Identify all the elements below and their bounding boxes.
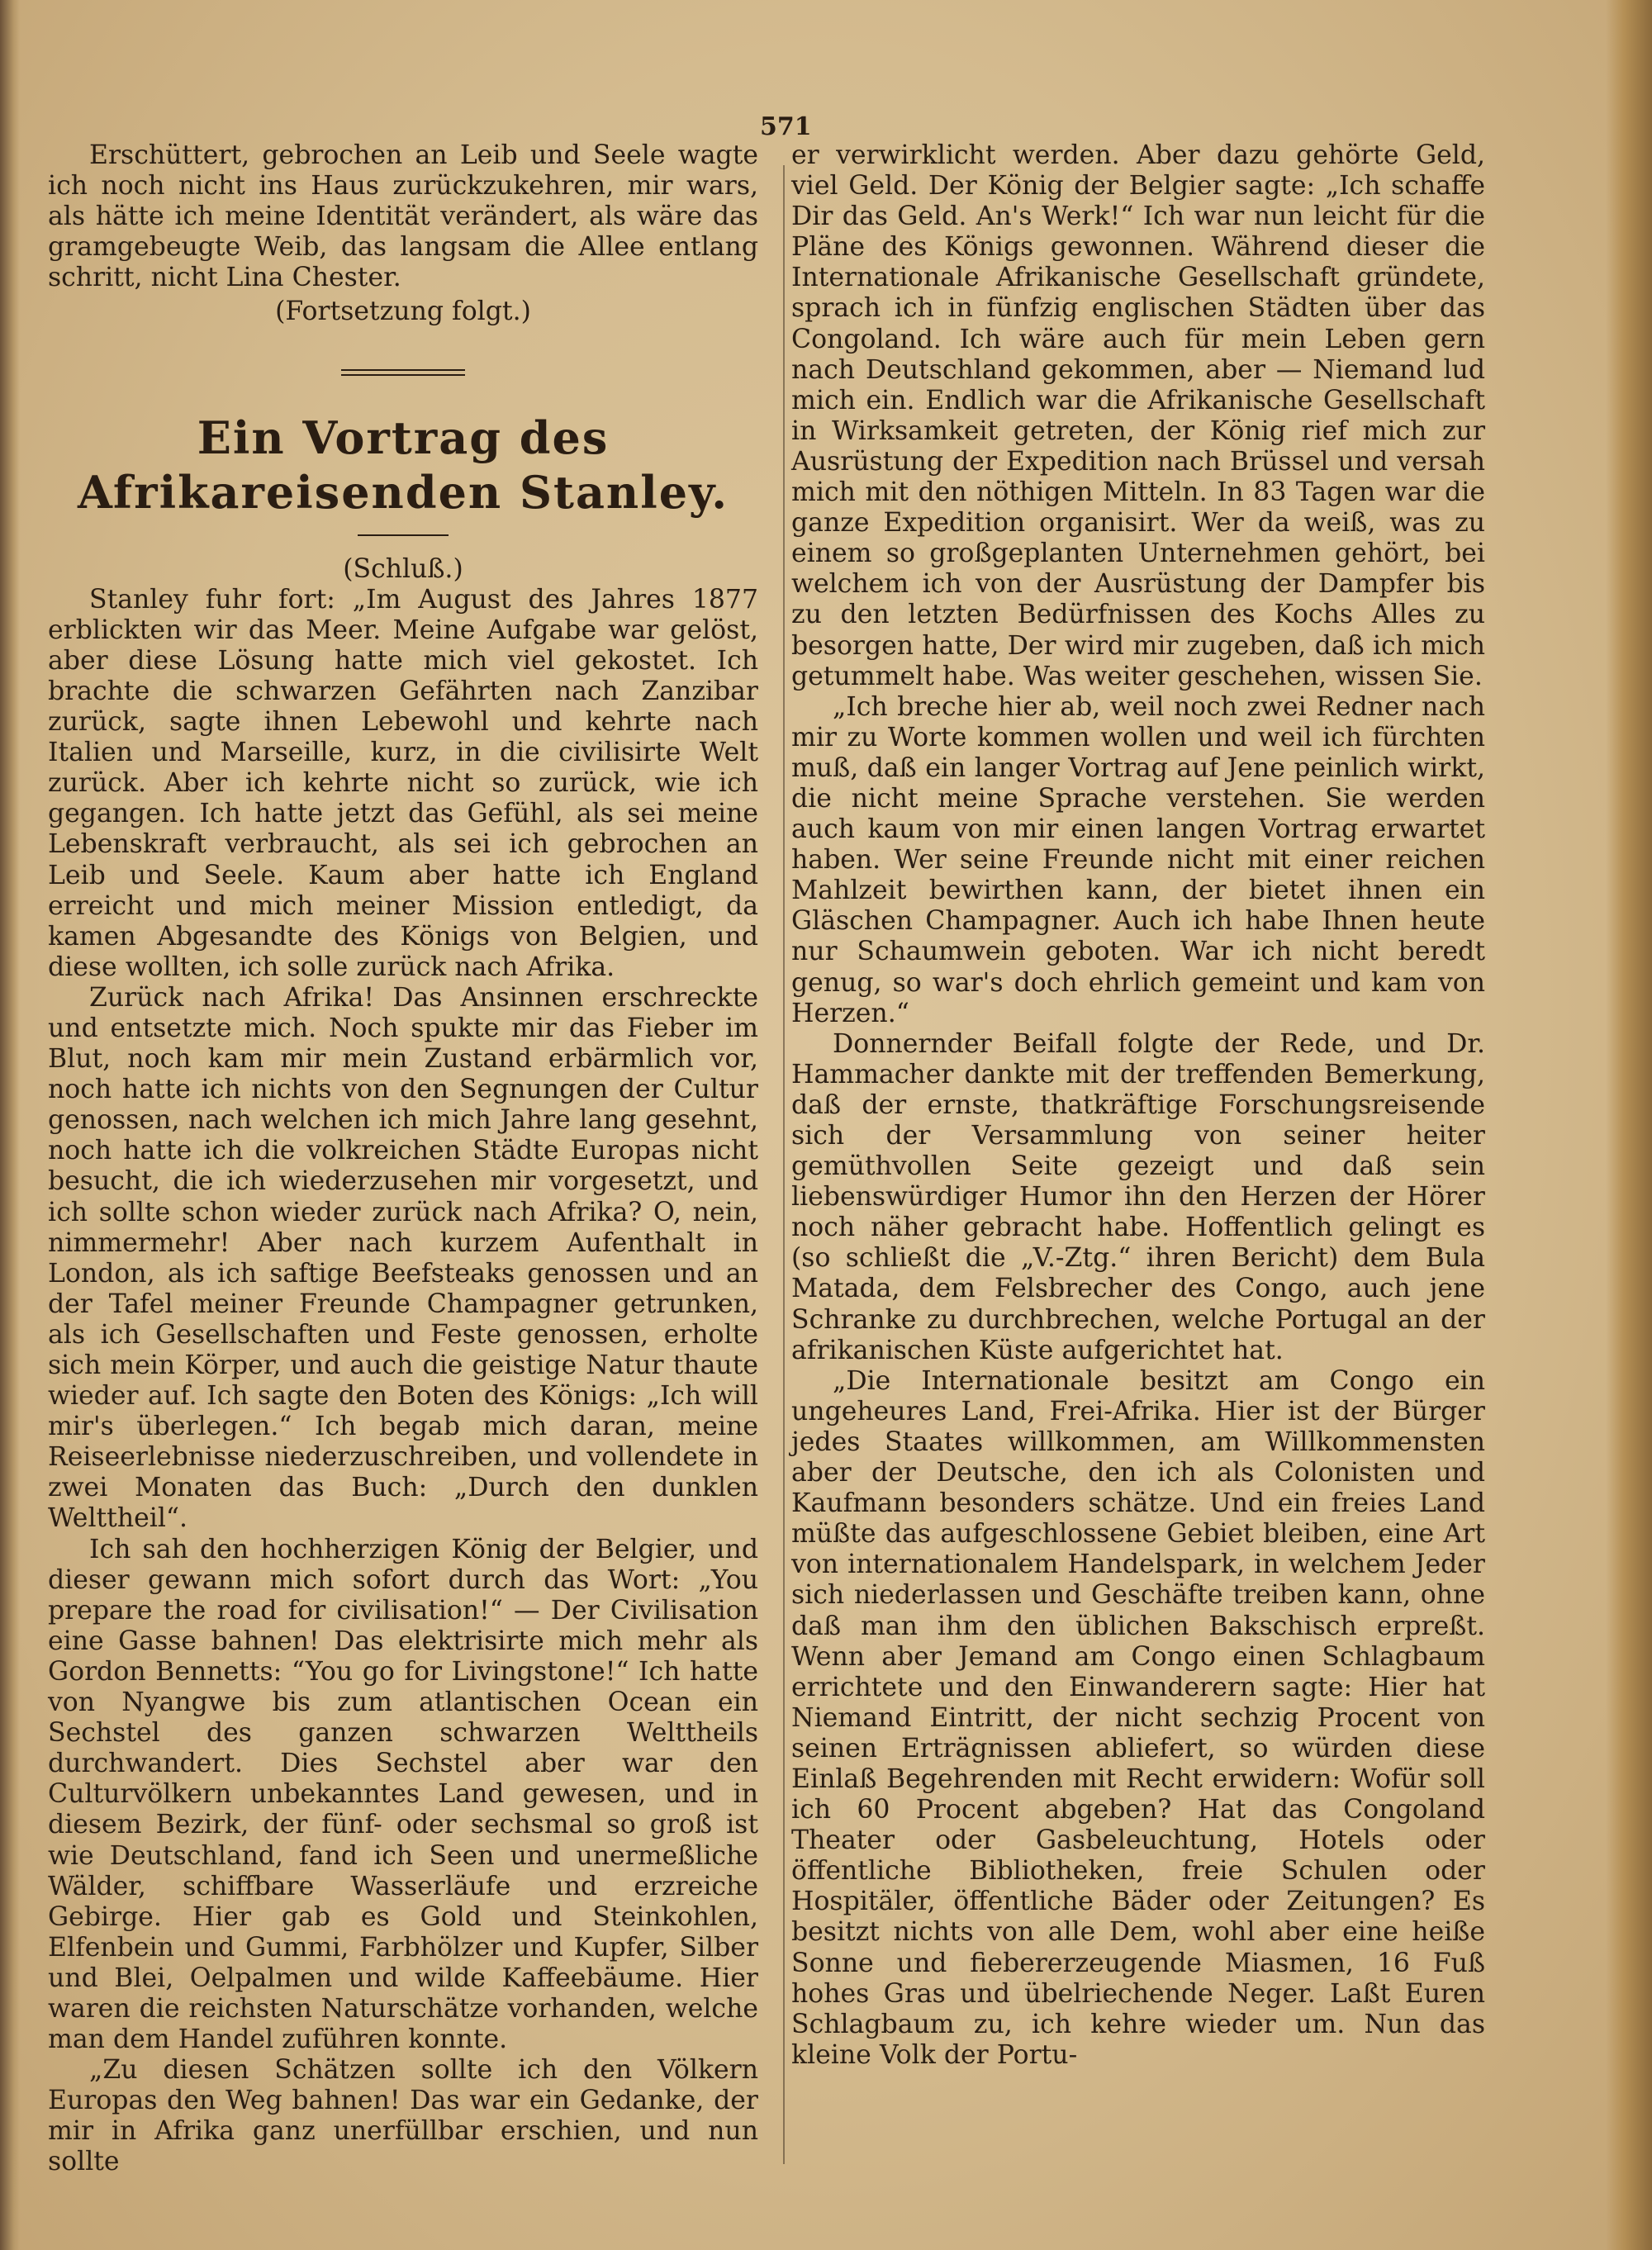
article-subtitle: (Schluß.) [343,553,463,584]
page-left-edge [0,0,20,2250]
right-column [791,140,1485,2071]
page-number: 571 [760,112,812,141]
article-title: Ein Vortrag des Afrikareisenden Stanley. [77,411,729,519]
article-paragraph: „Die Internationale besitzt am Congo ein ungeheures Land, Frei-Afrika. Hier ist der Bürger jedes Staates willkommen, am Willkommensten aber der Deutsche, den ich als Colonisten und Kaufmann besonders schätze. Und ein freies Land müßte das aufgeschlossene Gebiet bleiben, eine Art von internationalem Handelspark, in welchem Jeder sich niederlassen und Geschäfte treiben kann, ohne daß man ihm den üblichen Bakschisch erpreßt. Wenn aber Jemand am Congo einen Schlagbaum errichtete und den Einwanderern sagte: Hier hat Niemand Eintritt, der nicht sechzig Procent von seinen Erträgnissen abliefert, so würden diese Einlaß Begehrenden mit Recht erwidern: Wofür soll ich 60 Procent abgeben? Hat das Congoland Theater oder Gasbeleuchtung, Hotels oder öffentliche Bibliotheken, freie Schulen oder Hospitäler, öffentliche Bäder oder Zeitungen? Es besitzt nichts von alle Dem, wohl aber eine heiße Sonne und fiebererzeugende Miasmen, 16 Fuß hohes Gras und übelriechende Neger. Laßt Euren Schlagbaum zu, ich kehre wieder um. Nun das kleine Volk der Portu- [791,1365,1485,2070]
continuation-note: (Fortsetzung folgt.) [275,297,531,327]
article-paragraph: „Ich breche hier ab, weil noch zwei Redner nach mir zu Worte kommen wollen und weil ich fürchten muß, daß ein langer Vortrag auf Jene peinlich wirkt, die nicht meine Sprache verstehen. Sie werden auch kaum von mir einen langen Vortrag erwartet haben. Wer seine Freunde nicht mit einer reichen Mahlzeit bewirthen kann, der bietet ihnen ein Gläschen Champagner. Auch ich habe Ihnen heute nur Schaumwein geboten. War ich nicht beredt genug, so war's doch ehrlich gemeint und kam von Herzen.“ [791,691,1485,1028]
section-divider [341,369,465,376]
page-right-edge [1606,0,1652,2250]
continued-article-paragraph: er verwirklicht werden. Aber dazu gehörte Geld, viel Geld. Der König der Belgier sagte: „Ich schaffe Dir das Geld. An's Werk!“ Ich war nun leicht für die Pläne des Königs gewonnen. Während dieser die Internationale Afrikanische Gesellschaft gründete, sprach ich in fünfzig englischen Städten über das Congoland. Ich wäre auch für mein Leben gern nach Deutschland gekommen, aber — Niemand lud mich ein. Endlich war die Afrikanische Gesellschaft in Wirksamkeit getreten, der König rief mich zur Ausrüstung der Expedition nach Brüssel und versah mich mit den nöthigen Mitteln. In 83 Tagen war die ganze Expedition organisirt. Wer da weiß, was zu einem so großgeplanten Unternehmen gehört, bei welchem ich von der Ausrüstung der Dampfer bis zu den letzten Bedürfnissen des Kochs Alles zu besorgen hatte, Der wird mir zugeben, daß ich mich getummelt habe. Was weiter geschehen, wissen Sie. [791,140,1485,691]
column-divider [783,165,785,2164]
article-paragraph: Stanley fuhr fort: „Im August des Jahres 1877 erblickten wir das Meer. Meine Aufgabe war gelöst, aber diese Lösung hatte mich viel gekostet. Ich brachte die schwarzen Gefährten nach Zanzibar zurück, sagte ihnen Lebewohl und kehrte nach Italien und Marseille, kurz, in die civilisirte Welt zurück. Aber ich kehrte nicht so zurück, wie ich gegangen. Ich hatte jetzt das Gefühl, als sei meine Lebenskraft verbraucht, als sei ich gebrochen an Leib und Seele. Kaum aber hatte ich England erreicht und mich meiner Mission entledigt, da kamen Abgesandte des Königs von Belgien, und diese wollten, ich solle zurück nach Afrika. [48,584,758,982]
continued-story-paragraph: Erschüttert, gebrochen an Leib und Seele wagte ich noch nicht ins Haus zurückzukehren, mir wars, als hätte ich meine Identität verändert, als wäre das gramgebeugte Weib, das langsam die Allee entlang schritt, nicht Lina Chester. [48,140,758,293]
article-paragraph: „Zu diesen Schätzen sollte ich den Völkern Europas den Weg bahnen! Das war ein Gedanke, der mir in Afrika ganz unerfüllbar erschien, und nun sollte [48,2055,758,2177]
article-paragraph: Donnernder Beifall folgte der Rede, und Dr. Hammacher dankte mit der treffenden Bemerkung, daß der ernste, thatkräftige Forschungsreisende sich der Versammlung von seiner heiter gemüthvollen Seite gezeigt und daß sein liebenswürdiger Humor ihn den Herzen der Hörer noch näher gebracht habe. Hoffentlich gelingt es (so schließt die „V.-Ztg.“ ihren Bericht) dem Bula Matada, dem Felsbrecher des Congo, auch jene Schranke zu durchbrechen, welche Portugal an der afrikanischen Küste aufgerichtet hat. [791,1028,1485,1365]
left-column [48,140,758,2178]
title-rule [358,534,449,536]
article-paragraph: Ich sah den hochherzigen König der Belgier, und dieser gewann mich sofort durch das Wort: „You prepare the road for civilisation!“ — Der Civilisation eine Gasse bahnen! Das elektrisirte mich mehr als Gordon Bennetts: “You go for Livingstone!“ Ich hatte von Nyangwe bis zum atlantischen Ocean ein Sechstel des ganzen schwarzen Welttheils durchwandert. Dies Sechstel aber war den Culturvölkern unbekanntes Land gewesen, und in diesem Bezirk, der fünf- oder sechsmal so groß ist wie Deutschland, fand ich Seen und unermeßliche Wälder, schiffbare Wasserläufe und erzreiche Gebirge. Hier gab es Gold und Steinkohlen, Elfenbein und Gummi, Farbhölzer und Kupfer, Silber und Blei, Oelpalmen und wilde Kaffeebäume. Hier waren die reichsten Naturschätze vorhanden, welche man dem Handel zuführen konnte. [48,1534,758,2055]
article-paragraph: Zurück nach Afrika! Das Ansinnen erschreckte und entsetzte mich. Noch spukte mir das Fieber im Blut, noch kam mir mein Zustand erbärmlich vor, noch hatte ich nichts von den Segnungen der Cultur genossen, nach welchen ich mich Jahre lang gesehnt, noch hatte ich die volkreichen Städte Europas nicht besucht, die ich wiederzusehen mir vorgesetzt, und ich sollte schon wieder zurück nach Afrika? O, nein, nimmermehr! Aber nach kurzem Aufenthalt in London, als ich saftige Beefsteaks genossen und an der Tafel meiner Freunde Champagner getrunken, als ich Gesellschaften und Feste genossen, erholte sich mein Körper, und auch die geistige Natur thaute wieder auf. Ich sagte den Boten des Königs: „Ich will mir's überlegen.“ Ich begab mich daran, meine Reiseerlebnisse niederzuschreiben, und vollendete in zwei Monaten das Buch: „Durch den dunklen Welttheil“. [48,982,758,1534]
